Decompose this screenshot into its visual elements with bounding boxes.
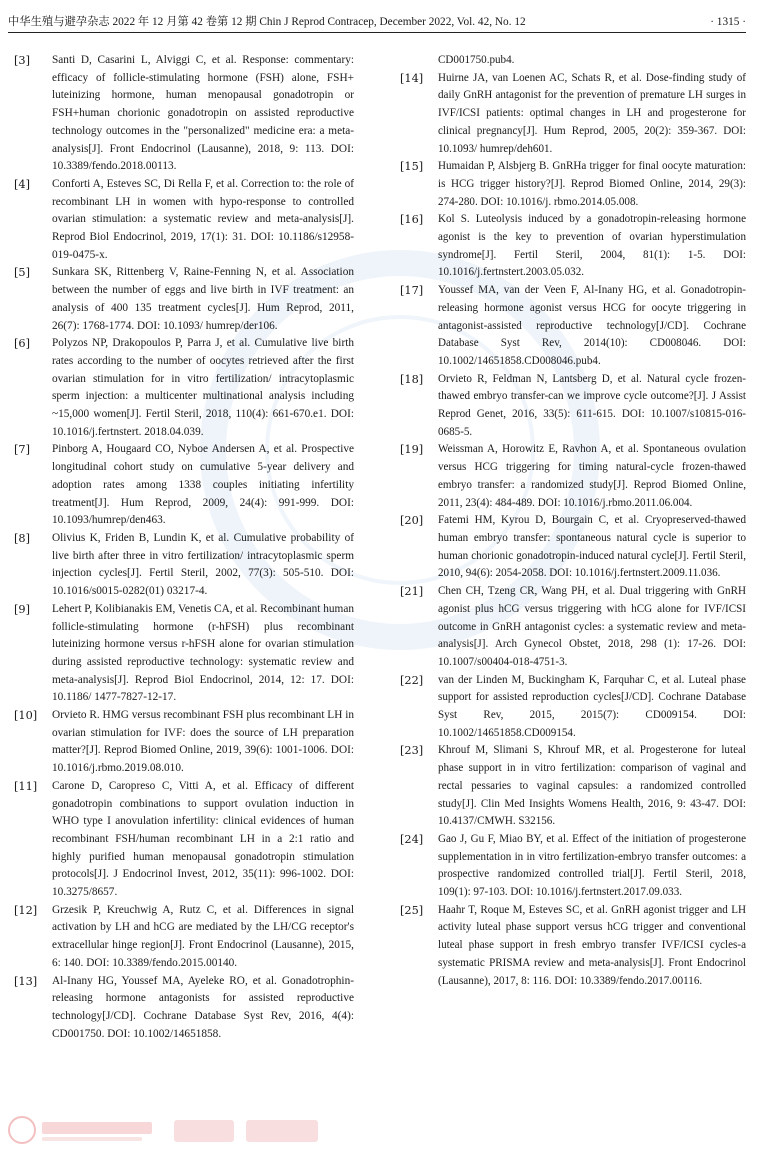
reference-item xyxy=(14,52,354,176)
reference-number: [13] xyxy=(14,974,38,988)
reference-text: Haahr T, Roque M, Esteves SC, et al. GnRH agonist trigger and LH activity luteal phase support versus hCG trigger and conventional luteal phase support in fresh embryo transfer IVF/ICSI cycles-a systematic PRISMA review and meta-analysis[J]. Front Endocrinol (Lausanne), 2017, 8: 116. DOI: 10.3389/fendo.2017.00116. xyxy=(438,903,746,987)
reference-number: [9] xyxy=(14,602,31,616)
reference-item xyxy=(400,583,746,672)
reference-text: Kol S. Luteolysis induced by a gonadotropin-releasing hormone agonist is the key to prevention of ovarian hyperstimulation syndrome[J]. Fertil Steril, 2004, 81(1): 1-5. DOI: 10.1016/j.fertnstert.2003.05.032. xyxy=(438,213,746,279)
reference-item xyxy=(14,902,354,973)
logo-wordmark xyxy=(42,1122,152,1134)
reference-text: Sunkara SK, Rittenberg V, Raine-Fenning N, et al. Association between the number of eggs and live birth in IVF treatment: an analysis of 400 135 treatment cycles[J]. Hum Reprod, 2011, 26(7): 1768-1774. DOI: 10.1093/ humrep/der106. xyxy=(52,266,354,332)
reference-item xyxy=(14,176,354,265)
reference-text: Weissman A, Horowitz E, Ravhon A, et al. Spontaneous ovulation versus HCG triggering for timing natural-cycle frozen-thawed embryo transfer: a randomized study[J]. Reprod Biomed Online, 2011, 23(4): 484-489. DOI: 10.1016/j.rbmo.2011.06.004. xyxy=(438,443,746,509)
reference-continuation: CD001750.pub4. xyxy=(438,54,515,66)
reference-item xyxy=(14,973,354,1044)
reference-number: [5] xyxy=(14,266,31,280)
reference-text: Conforti A, Esteves SC, Di Rella F, et al. Correction to: the role of recombinant LH in women with hypo-response to controlled ovarian stimulation: a systematic review and meta-analysis[J]. Reprod Biol Endocrinol, 2019, 17(1): 31. DOI: 10.1186/s12958-019-0475-x. xyxy=(52,177,354,261)
reference-text: Humaidan P, Alsbjerg B. GnRHa trigger for final oocyte maturation: is HCG trigger history?[J]. Reprod Biomed Online, 2014, 29(3): 274-280. DOI: 10.1016/j. rbmo.2014.05.008. xyxy=(438,160,746,208)
reference-text: Gao J, Gu F, Miao BY, et al. Effect of the initiation of progesterone supplementation in in vitro fertilization-embryo transfer outcomes: a prospective randomized controlled trial[J]. Fertil Steril, 2018, 109(1): 97-103. DOI: 10.1016/j.fertnstert.2017.09.033. xyxy=(438,832,746,899)
reference-item xyxy=(14,778,354,902)
reference-item xyxy=(400,672,746,743)
reference-number: [6] xyxy=(14,337,31,351)
reference-text: Fatemi HM, Kyrou D, Bourgain C, et al. Cryopreserved-thawed human embryo transfer: spontaneous natural cycle is superior to human chorionic gonadotropin-induced natural cycle[J]. Fertil Steril, 2010, 94(6): 2054-2058. DOI: 10.1016/j.fertnstert.2009.11.036. xyxy=(438,514,746,580)
reference-text: Khrouf M, Slimani S, Khrouf MR, et al. Progesterone for luteal phase support in in vitro fertilization: comparison of vaginal and rectal pessaries to vaginal capsules: a randomized controlled study[J]. Clin Med Insights Womens Health, 2016, 9: 43-47. DOI: 10.4137/CMWH. S32156. xyxy=(438,744,746,828)
reference-number: [21] xyxy=(400,585,424,599)
reference-number: [19] xyxy=(400,443,424,457)
reference-number: [4] xyxy=(14,177,31,191)
reference-item xyxy=(400,512,746,583)
reference-text: Huirne JA, van Loenen AC, Schats R, et al. Dose-finding study of daily GnRH antagonist for the prevention of premature LH surges in IVF/ICSI patients: optimal changes in LH and progesterone for clinical pregnancy[J]. Hum Reprod, 2005, 20(2): 359-367. DOI: 10.1093/ humrep/deh601. xyxy=(438,71,746,155)
reference-item xyxy=(400,441,746,512)
reference-text: Lehert P, Kolibianakis EM, Venetis CA, et al. Recombinant human follicle-stimulating hormone (r-hFSH) plus recombinant luteinizing hormone versus r-hFSH alone for ovarian stimulation during assisted reproductive technology: systematic review and meta-analysis[J]. Reprod Biol Endocrinol, 2014, 12: 17. DOI: 10.1186/ 1477-7827-12-17. xyxy=(52,602,354,704)
reference-item xyxy=(14,264,354,335)
journal-info: 中华生殖与避孕杂志 2022 年 12 月第 42 卷第 12 期 Chin J Reprod Contracep, December 2022, Vol. 42, No. 12 xyxy=(8,16,526,28)
logo-emblem-icon xyxy=(9,1117,35,1143)
reference-text: van der Linden M, Buckingham K, Farquhar C, et al. Luteal phase support for assisted reproduction cycles[J/CD]. Cochrane Database Syst Rev, 2015, 2015(7): CD009154. DOI: 10.1002/14651858.CD009154. xyxy=(438,673,746,739)
reference-number: [3] xyxy=(14,54,31,67)
reference-column-left xyxy=(14,52,354,1043)
reference-text: Santi D, Casarini L, Alviggi C, et al. Response: commentary: efficacy of follicle-stimulating hormone (FSH) alone, FSH+ luteinizing hormone, human menopausal gonadotropin or FSH+human chorionic gonadotropin on assisted reproductive technology outcomes in the "personalized" medicine era: a meta-analysis[J]. Front Endocrinol (Lausanne), 2018, 9: 113. DOI: 10.3389/fendo.2018.00113. xyxy=(52,54,354,173)
reference-number: [22] xyxy=(400,673,424,687)
reference-text: Orvieto R, Feldman N, Lantsberg D, et al. Natural cycle frozen-thawed embryo transfer-can we improve cycle outcome?[J]. J Assist Reprod Genet, 2016, 33(5): 611-615. DOI: 10.1007/s10815-016-0685-5. xyxy=(438,372,746,438)
reference-item xyxy=(400,371,746,442)
reference-number: [12] xyxy=(14,903,38,917)
reference-item xyxy=(14,601,354,707)
reference-item xyxy=(400,70,746,159)
page-number: · 1315 · xyxy=(710,16,746,28)
reference-number: [14] xyxy=(400,71,424,85)
reference-number: [23] xyxy=(400,744,424,758)
reference-number: [24] xyxy=(400,832,424,846)
reference-column-right xyxy=(400,52,746,990)
page-header xyxy=(8,12,746,33)
reference-text: Carone D, Caropreso C, Vitti A, et al. Efficacy of different gonadotropin combinations to support ovulation induction in WHO type I anovulation infertility: clinical evidences of human recombinant FSH/human recombinant LH in a 2:1 ratio and highly purified human menopausal gonadotropin stimulation protocols[J]. J Endocrinol Invest, 2012, 35(11): 996-1002. DOI: 10.3275/8657. xyxy=(52,779,354,899)
reference-item xyxy=(400,831,746,902)
publisher-logo xyxy=(6,1110,336,1150)
reference-item xyxy=(14,707,354,778)
reference-number: [8] xyxy=(14,531,31,545)
reference-text: Grzesik P, Kreuchwig A, Rutz C, et al. Differences in signal activation by LH and hCG are mediated by the LH/CG receptor's extracellular hinge region[J]. Front Endocrinol (Lausanne), 2015, 6: 140. DOI: 10.3389/fendo.2015.00140. xyxy=(52,903,354,969)
reference-text: Al-Inany HG, Youssef MA, Ayeleke RO, et al. Gonadotrophin-releasing hormone antagonists for assisted reproductive technology[J/CD]. Cochrane Database Syst Rev, 2016, 4(4): CD001750. DOI: 10.1002/14651858. xyxy=(52,974,354,1040)
reference-item xyxy=(14,530,354,601)
reference-item xyxy=(400,211,746,282)
reference-number: [17] xyxy=(400,284,424,298)
reference-item xyxy=(14,441,354,530)
logo-subtitle xyxy=(42,1137,142,1141)
reference-number: [16] xyxy=(400,213,424,227)
reference-number: [15] xyxy=(400,160,424,174)
reference-text: Olivius K, Friden B, Lundin K, et al. Cumulative probability of live birth after three in vitro fertilization/ intracytoplasmic sperm injection cycles[J]. Fertil Steril, 2002, 77(3): 505-510. DOI: 10.1016/s0015-0282(01) 03217-4. xyxy=(52,531,354,598)
reference-item xyxy=(400,902,746,991)
reference-number: [11] xyxy=(14,779,38,793)
reference-text: Polyzos NP, Drakopoulos P, Parra J, et al. Cumulative live birth rates according to the number of oocytes retrieved after the first ovarian stimulation for in vitro fertilization/ intracytoplasmic sperm injection: a multicenter multinational analysis including ~15,000 women[J]. Fertil Steril, 2018, 110(4): 661-670.e1. DOI: 10.1016/j.fertnstert. 2018.04.039. xyxy=(52,337,354,438)
reference-item xyxy=(400,742,746,831)
reference-number: [7] xyxy=(14,443,31,457)
reference-number: [25] xyxy=(400,903,424,917)
reference-text: Youssef MA, van der Veen F, Al-Inany HG, et al. Gonadotropin-releasing hormone agonist versus HCG for oocyte triggering in antagonist-assisted reproductive technology[J/CD]. Cochrane Database Syst Rev, 2014(10): CD008046. DOI: 10.1002/14651858.CD008046.pub4. xyxy=(438,284,746,367)
logo-badge-1 xyxy=(174,1120,234,1142)
reference-number: [10] xyxy=(14,709,38,723)
reference-item xyxy=(400,282,746,371)
reference-number: [18] xyxy=(400,372,424,386)
reference-text: Orvieto R. HMG versus recombinant FSH plus recombinant LH in ovarian stimulation for IVF: does the source of LH preparation matter?[J]. Reprod Biomed Online, 2019, 39(6): 1001-1006. DOI: 10.1016/j.rbmo.2019.08.010. xyxy=(52,709,354,775)
logo-badge-2 xyxy=(246,1120,318,1142)
reference-item xyxy=(14,335,354,441)
reference-item xyxy=(400,158,746,211)
reference-text: Pinborg A, Hougaard CO, Nyboe Andersen A, et al. Prospective longitudinal cohort study on cumulative 5-year delivery and adoption rates among 1338 couples initiating infertility treatment[J]. Hum Reprod, 2009, 24(4): 991-999. DOI: 10.1093/humrep/den463. xyxy=(52,443,354,527)
reference-text: Chen CH, Tzeng CR, Wang PH, et al. Dual triggering with GnRH agonist plus hCG versus triggering with hCG alone for IVF/ICSI outcome in GnRH antagonist cycles: a systematic review and meta-analysis[J]. Arch Gynecol Obstet, 2018, 298 (1): 17-26. DOI: 10.1007/s00404-018-4751-3. xyxy=(438,585,746,668)
reference-number: [20] xyxy=(400,514,424,528)
